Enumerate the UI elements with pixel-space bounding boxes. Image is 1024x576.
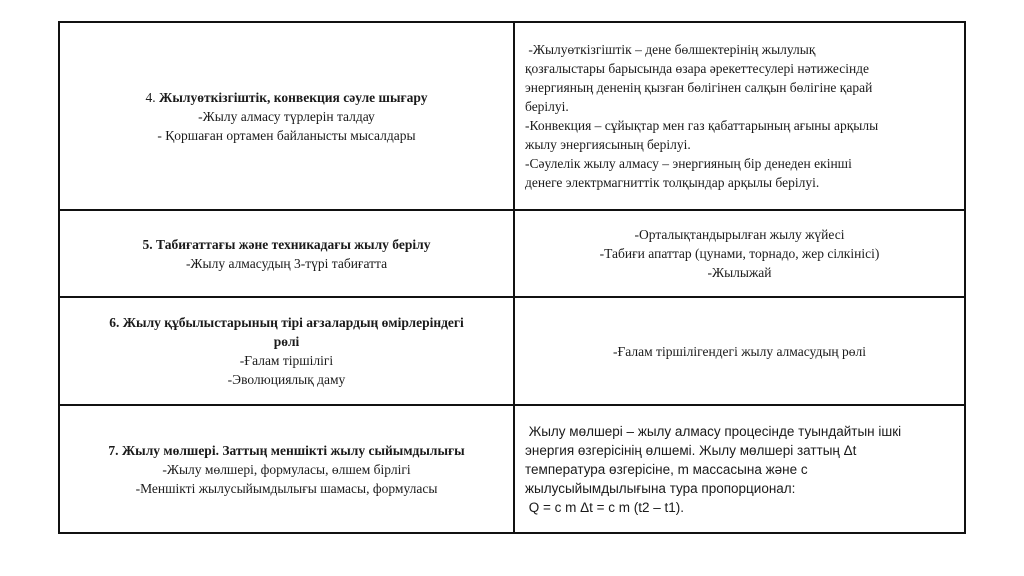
table-row [59, 297, 965, 405]
description-line: берілуі. [525, 99, 569, 114]
topic-subline: -Ғалам тіршілігі [239, 353, 334, 368]
topics-table [58, 21, 966, 534]
description-cell [514, 22, 965, 210]
description-line: денеге электрмагниттік толқындар арқылы берілуі. [525, 175, 820, 190]
description-line: энергияның дененің қызған бөлігінен салқын бөлігіне қарай [525, 80, 873, 95]
description-cell [514, 405, 965, 533]
description-cell [514, 297, 965, 405]
description-line: энергия өзгерісінің өлшемі. Жылу мөлшері заттың Δt [525, 442, 857, 458]
topic-subline: -Меншікті жылусыйымдылығы шамасы, формуласы [135, 480, 438, 496]
description-line: -Конвекция – сұйықтар мен газ қабаттарының ағыны арқылы [525, 118, 879, 133]
topic-subline: -Жылу мөлшері, формуласы, өлшем бірлігі [162, 461, 411, 477]
description-line: -Сәулелік жылу алмасу – энергияның бір денеден екінші [525, 156, 852, 171]
description-line: жылу энергиясының берілуі. [525, 137, 691, 152]
description-line: -Жылуөткізгіштік – дене бөлшектерінің жылулық [525, 42, 816, 57]
topic-subline: - Қоршаған ортамен байланысты мысалдары [157, 127, 416, 143]
description-line: қозғалыстары барысында өзара әрекеттесулері нәтижесінде [525, 61, 870, 76]
topic-title: 4. Жылуөткізгіштік, конвекция сәуле шығару [145, 89, 428, 105]
description-line: Жылу мөлшері – жылу алмасу процесінде туындайтын ішкі [525, 423, 902, 439]
topic-cell [59, 297, 514, 405]
topic-title-continued: рөлі [273, 334, 300, 349]
formula-line: Q = c m Δt = c m (t2 – t1). [525, 499, 685, 515]
description-line: -Жылыжай [707, 265, 772, 280]
topic-cell [59, 210, 514, 297]
description-line: жылусыйымдылығына тура пропорционал: [525, 480, 796, 496]
topic-subline: -Жылу алмасу түрлерін талдау [198, 108, 375, 124]
description-line: -Орталықтандырылған жылу жүйесі [634, 227, 845, 242]
table-row [59, 210, 965, 297]
description-line: температура өзгерісіне, m массасына және с [525, 461, 808, 477]
topic-cell [59, 405, 514, 533]
topic-cell [59, 22, 514, 210]
description-cell [514, 210, 965, 297]
description-line: -Табиғи апаттар (цунами, торнадо, жер сілкінісі) [599, 246, 880, 261]
topic-title: 5. Табиғаттағы және техникадағы жылу берілу [142, 236, 431, 252]
table-row [59, 22, 965, 210]
topic-title: 7. Жылу мөлшері. Заттың меншікті жылу сыйымдылығы [108, 442, 465, 458]
description-line: -Ғалам тіршілігендегі жылу алмасудың рөлі [613, 343, 866, 359]
topic-subline: -Жылу алмасудың 3-түрі табиғатта [185, 255, 388, 271]
topic-title: 6. Жылу құбылыстарының тірі ағзалардың өмірлеріндегі [109, 315, 464, 330]
topic-subline: -Эволюциялық даму [227, 372, 346, 387]
table-row [59, 405, 965, 533]
